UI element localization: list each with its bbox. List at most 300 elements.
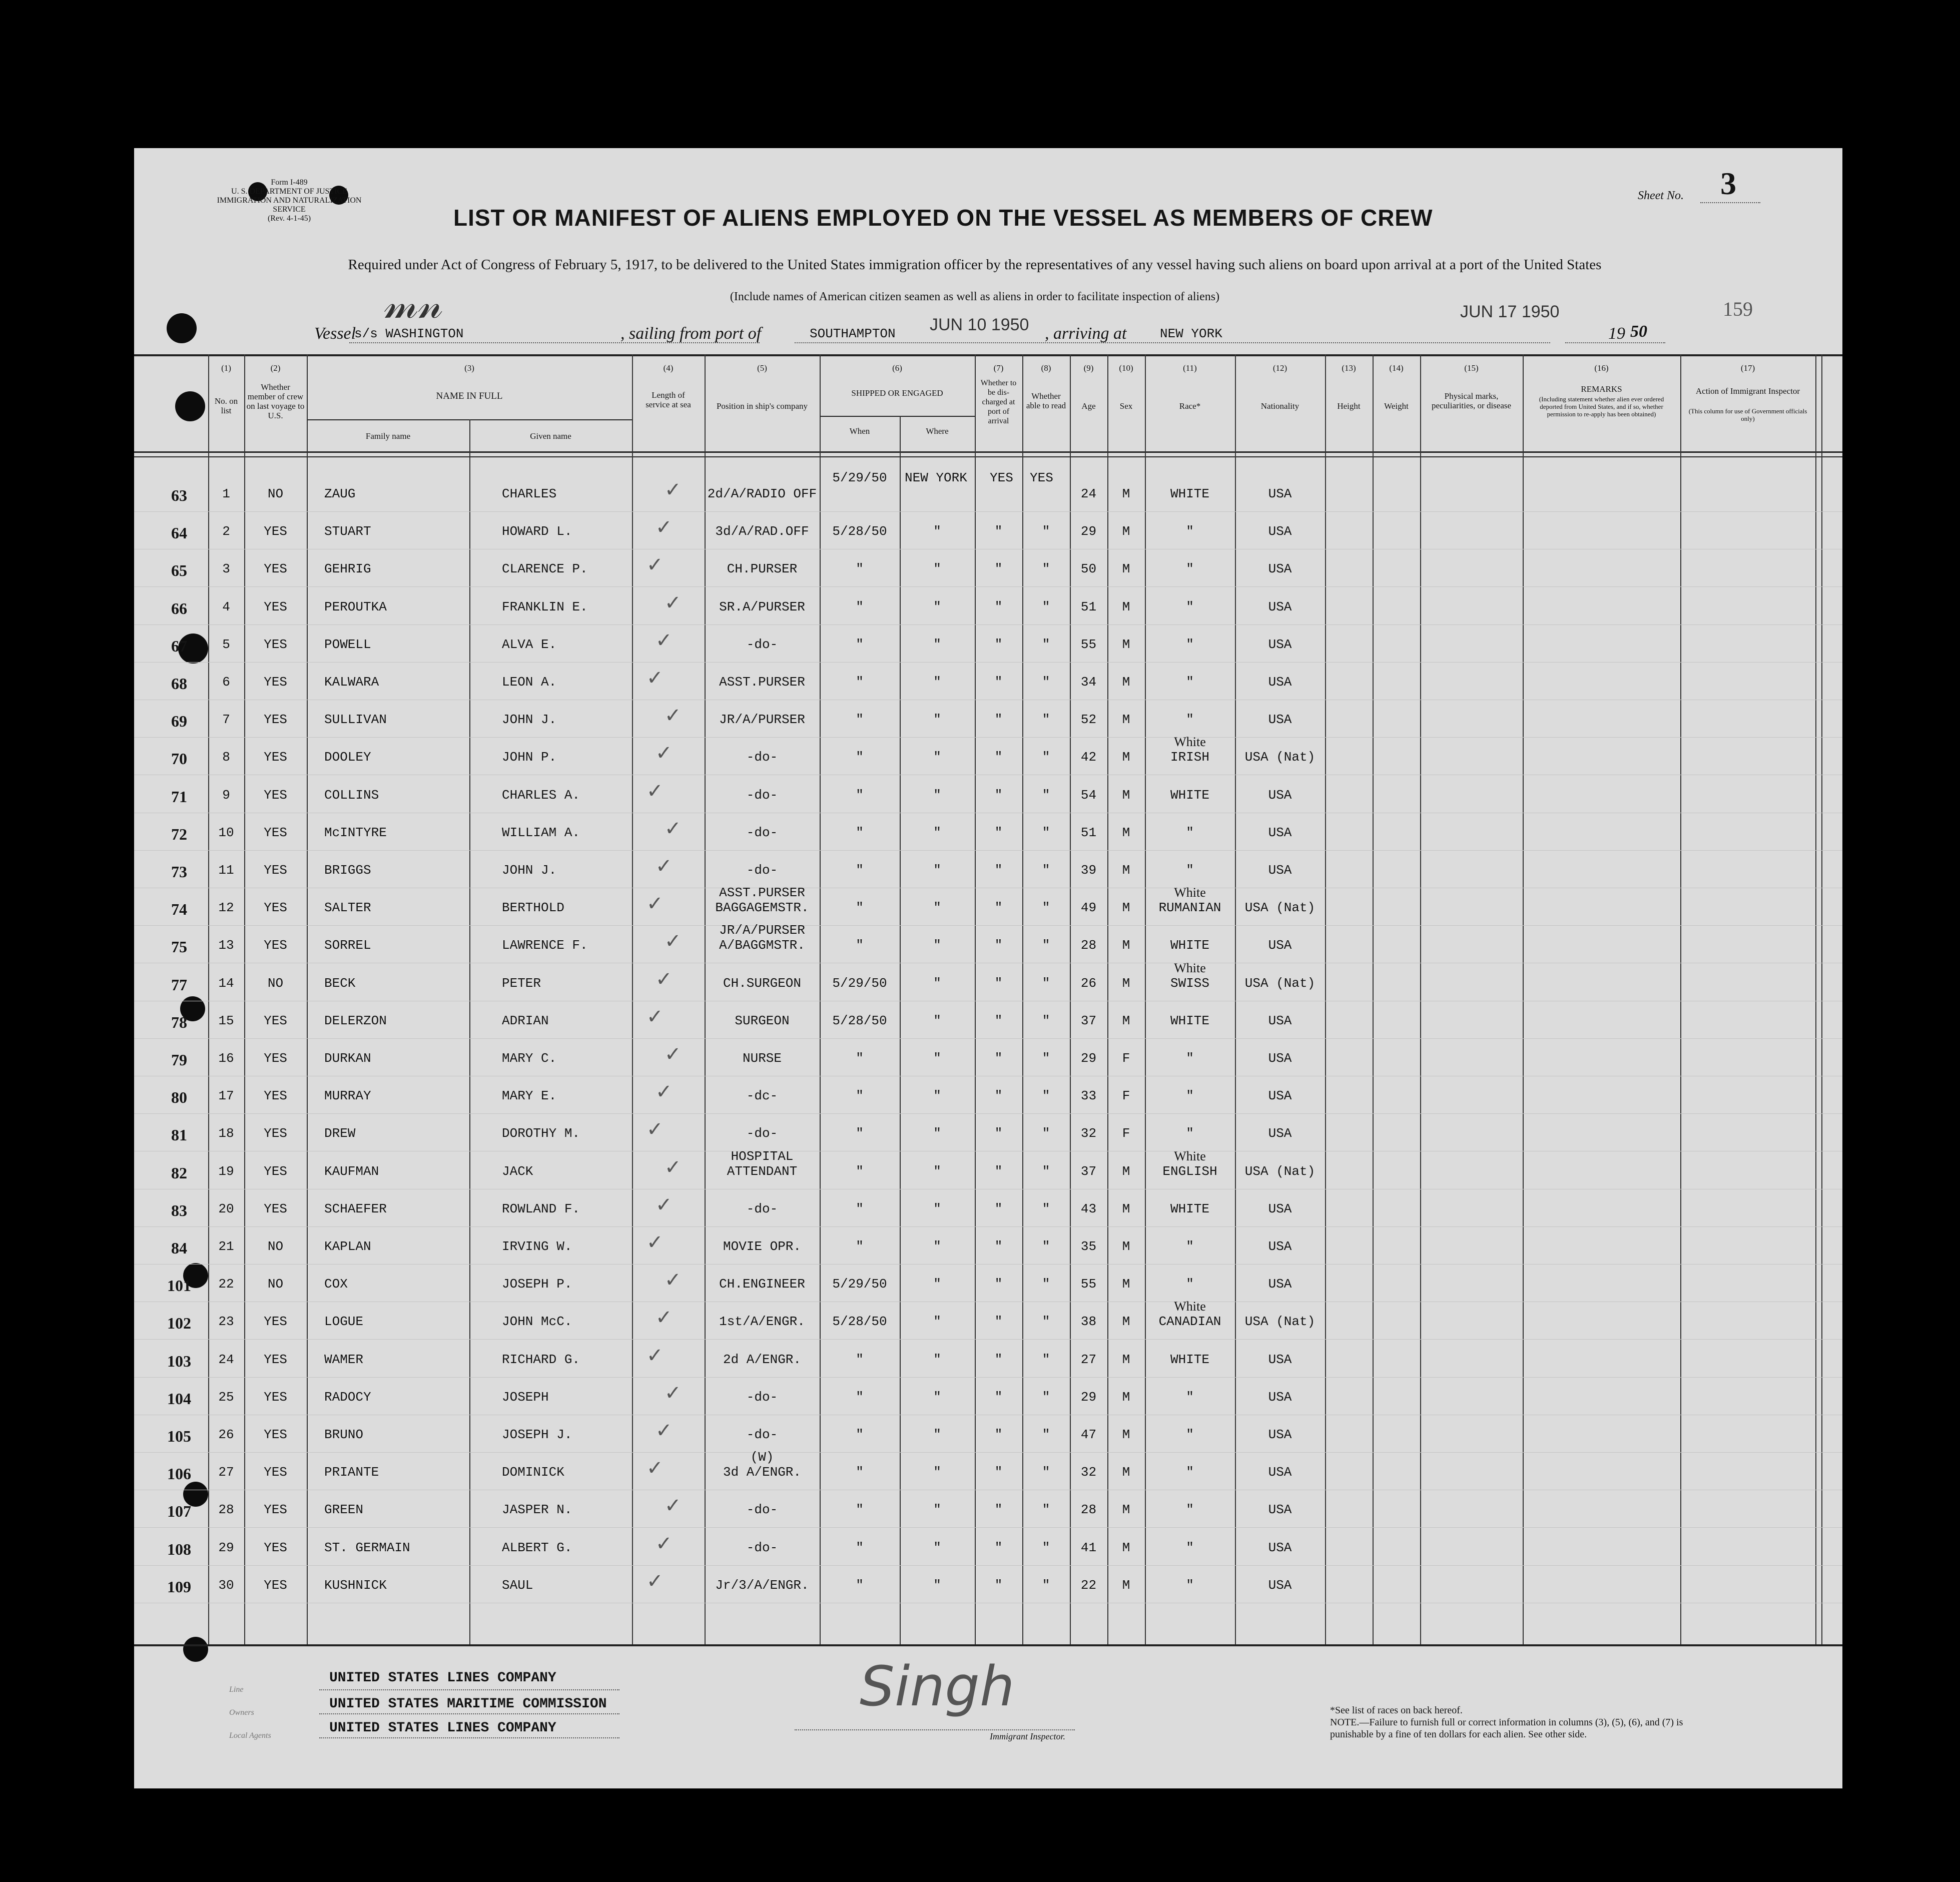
agents-label: Local Agents <box>229 1731 271 1740</box>
cell-age: 38 <box>1080 1314 1097 1329</box>
cell-margin: 108 <box>167 1540 191 1558</box>
cell-position: 1st/A/ENGR. <box>719 1314 805 1329</box>
cell-no: 15 <box>218 1013 234 1028</box>
cell-age: 54 <box>1080 788 1097 803</box>
cell-position: ATTENDANT <box>727 1164 798 1179</box>
col-rule <box>208 354 209 1644</box>
cell-when: " <box>856 1126 864 1141</box>
header-given-name: Given name <box>530 431 571 441</box>
row-rule <box>134 737 1842 738</box>
cell-race: SWISS <box>1170 976 1209 991</box>
cell-no: 13 <box>218 938 234 953</box>
cell-race: " <box>1186 637 1194 652</box>
cell-nat: USA <box>1268 637 1292 652</box>
cell-no: 12 <box>218 900 234 915</box>
cell-given: PETER <box>502 976 541 991</box>
cell-read: " <box>1042 788 1050 803</box>
cell-nat: USA <box>1268 788 1292 803</box>
cell-sex: F <box>1122 1088 1130 1103</box>
header-weight: Weight <box>1384 401 1409 411</box>
cell-no: 25 <box>218 1390 234 1405</box>
cell-member: YES <box>264 863 287 878</box>
cell-position: ASST.PURSER <box>719 675 805 690</box>
cell-when: " <box>856 938 864 953</box>
col-rule <box>1145 354 1146 1644</box>
cell-nat: USA <box>1268 486 1292 501</box>
cell-member: YES <box>264 1164 287 1179</box>
check-mark: ✓ <box>646 1457 664 1480</box>
cell-read: " <box>1042 1465 1050 1480</box>
check-mark: ✓ <box>665 704 682 727</box>
cell-nat: USA <box>1268 1126 1292 1141</box>
header-bottom-rule <box>134 451 1842 453</box>
shipped-split-rule <box>820 416 975 417</box>
cell-family: BECK <box>324 976 356 991</box>
cell-where: " <box>933 1126 941 1141</box>
cell-where: " <box>933 900 941 915</box>
cell-member: YES <box>264 1352 287 1367</box>
cell-age: 29 <box>1080 1051 1097 1066</box>
header-position: Position in ship's company <box>716 401 808 411</box>
check-mark: ✓ <box>656 855 673 878</box>
cell-where: " <box>933 1427 941 1442</box>
cell-when: 5/29/50 <box>832 1277 887 1292</box>
cell-when: " <box>856 561 864 576</box>
year-suffix: 50 <box>1630 322 1647 341</box>
cell-sex: M <box>1122 1201 1130 1216</box>
cell-where: " <box>933 750 941 765</box>
cell-margin: 106 <box>167 1465 191 1483</box>
cell-age: 34 <box>1080 675 1097 690</box>
cell-margin: 78 <box>171 1013 187 1031</box>
cell-family: POWELL <box>324 637 371 652</box>
cell-race: WHITE <box>1170 1201 1209 1216</box>
cell-read: " <box>1042 1201 1050 1216</box>
cell-position: 2d/A/RADIO OFF <box>707 486 817 501</box>
row-rule <box>134 1113 1842 1114</box>
cell-family: GREEN <box>324 1502 364 1517</box>
cell-nat: USA <box>1268 1427 1292 1442</box>
cell-where: " <box>933 712 941 727</box>
cell-sex: M <box>1122 524 1130 539</box>
cell-nat: USA (Nat) <box>1244 900 1316 915</box>
cell-margin: 104 <box>167 1390 191 1408</box>
col-number: (9) <box>1083 363 1094 373</box>
cell-read: " <box>1042 1578 1050 1593</box>
owners-value: UNITED STATES MARITIME COMMISSION <box>329 1696 607 1712</box>
cell-position: -do- <box>746 750 778 765</box>
cell-sex: M <box>1122 1502 1130 1517</box>
cell-sex: M <box>1122 1314 1130 1329</box>
col-number: (14) <box>1389 363 1404 373</box>
cell-read: " <box>1042 1277 1050 1292</box>
check-mark: ✓ <box>656 742 673 765</box>
cell-read: " <box>1042 976 1050 991</box>
cell-no: 1 <box>222 486 230 501</box>
cell-family: SORREL <box>324 938 371 953</box>
header-no-on-list: No. on list <box>214 396 238 415</box>
cell-position: SURGEON <box>735 1013 790 1028</box>
cell-age: 33 <box>1080 1088 1097 1103</box>
cell-sex: M <box>1122 1465 1130 1480</box>
check-mark: ✓ <box>665 1043 682 1066</box>
col-rule <box>1821 354 1822 1644</box>
cell-sex: M <box>1122 1239 1130 1254</box>
cell-member: YES <box>264 637 287 652</box>
cell-member: YES <box>264 1126 287 1141</box>
cell-family: STUART <box>324 524 371 539</box>
vessel-name: s/s WASHINGTON <box>354 326 464 341</box>
cell-age: 27 <box>1080 1352 1097 1367</box>
cell-position: -do- <box>746 788 778 803</box>
cell-nat: USA <box>1268 1540 1292 1555</box>
cell-dis: " <box>994 712 1003 727</box>
cell-family: KAPLAN <box>324 1239 371 1254</box>
cell-race: " <box>1186 1051 1194 1066</box>
check-mark: ✓ <box>646 1344 664 1367</box>
cell-dis: " <box>994 561 1003 576</box>
cell-position: -do- <box>746 1390 778 1405</box>
cell-position: JR/A/PURSER <box>719 712 805 727</box>
cell-when: 5/29/50 <box>832 976 887 991</box>
cell-member: YES <box>264 1578 287 1593</box>
cell-position: -do- <box>746 637 778 652</box>
cell-member: NO <box>267 976 284 991</box>
cell-age: 26 <box>1080 976 1097 991</box>
cell-nat: USA <box>1268 1051 1292 1066</box>
cell-family: DELERZON <box>324 1013 387 1028</box>
check-mark: ✓ <box>665 1494 682 1517</box>
cell-read: " <box>1042 1352 1050 1367</box>
cell-where: " <box>933 1465 941 1480</box>
cell-margin: 75 <box>171 938 187 956</box>
cell-sex: M <box>1122 976 1130 991</box>
cell-position: MOVIE OPR. <box>723 1239 802 1254</box>
cell-read: " <box>1042 1013 1050 1028</box>
header-height: Height <box>1337 401 1361 411</box>
cell-where: " <box>933 825 941 840</box>
check-mark: ✓ <box>646 780 664 803</box>
cell-age: 52 <box>1080 712 1097 727</box>
cell-read: " <box>1042 524 1050 539</box>
cell-no: 16 <box>218 1051 234 1066</box>
cell-when: " <box>856 788 864 803</box>
cell-no: 8 <box>222 750 230 765</box>
cell-read: " <box>1042 750 1050 765</box>
col-rule <box>1680 354 1681 1644</box>
cell-nat: USA <box>1268 1502 1292 1517</box>
cell-read: " <box>1042 1540 1050 1555</box>
sheet-underline <box>1700 202 1760 203</box>
header-where: Where <box>926 426 949 436</box>
cell-age: 50 <box>1080 561 1097 576</box>
cell-no: 30 <box>218 1578 234 1593</box>
col-number: (16) <box>1594 363 1609 373</box>
cell-where: " <box>933 524 941 539</box>
check-mark: ✓ <box>665 930 682 953</box>
col-number: (2) <box>270 363 281 373</box>
row1-able-read: YES <box>1030 470 1053 485</box>
cell-read: " <box>1042 1088 1050 1103</box>
cell-family: ZAUG <box>324 486 356 501</box>
cell-race: IRISH <box>1170 750 1209 765</box>
cell-position: -dc- <box>746 1088 778 1103</box>
cell-race: " <box>1186 1390 1194 1405</box>
cell-read: " <box>1042 1126 1050 1141</box>
cell-nat: USA <box>1268 1465 1292 1480</box>
cell-nat: USA <box>1268 712 1292 727</box>
form-revision: (Rev. 4-1-45) <box>267 214 311 223</box>
cell-nat: USA <box>1268 938 1292 953</box>
cell-when: " <box>856 637 864 652</box>
cell-dis: " <box>994 1314 1003 1329</box>
cell-margin: 103 <box>167 1352 191 1370</box>
cell-given: CHARLES <box>502 486 557 501</box>
cell-family: RADOCY <box>324 1390 371 1405</box>
check-mark: ✓ <box>656 1419 673 1442</box>
cell-no: 19 <box>218 1164 234 1179</box>
cell-margin: 81 <box>171 1126 187 1144</box>
check-mark: ✓ <box>665 591 682 614</box>
cell-dis: " <box>994 1013 1003 1028</box>
cell-where: " <box>933 938 941 953</box>
cell-race: " <box>1186 561 1194 576</box>
cell-given: JASPER N. <box>502 1502 572 1517</box>
cell-nat: USA <box>1268 1088 1292 1103</box>
cell-family: GEHRIG <box>324 561 371 576</box>
cell-no: 5 <box>222 637 230 652</box>
col-number: (13) <box>1342 363 1356 373</box>
cell-margin: 73 <box>171 863 187 881</box>
cell-no: 10 <box>218 825 234 840</box>
cell-family: LOGUE <box>324 1314 364 1329</box>
cell-sex: M <box>1122 712 1130 727</box>
cell-margin: 69 <box>171 712 187 730</box>
cell-given: JOHN J. <box>502 863 557 878</box>
cell-position: 2d A/ENGR. <box>723 1352 802 1367</box>
check-mark: ✓ <box>656 516 673 539</box>
cell-dis: " <box>994 675 1003 690</box>
cell-family: KAUFMAN <box>324 1164 379 1179</box>
col-rule <box>1815 354 1816 1644</box>
cell-read: " <box>1042 938 1050 953</box>
date-underline <box>1565 342 1665 343</box>
cell-race: WHITE <box>1170 938 1209 953</box>
cell-no: 29 <box>218 1540 234 1555</box>
cell-position: SR.A/PURSER <box>719 599 805 614</box>
cell-member: YES <box>264 1465 287 1480</box>
cell-sex: M <box>1122 825 1130 840</box>
header-action-sub: (This column for use of Government officials only) <box>1688 407 1807 422</box>
row1-where: NEW YORK <box>905 470 967 485</box>
cell-member: YES <box>264 561 287 576</box>
check-mark: ✓ <box>646 1231 664 1254</box>
cell-when: " <box>856 1201 864 1216</box>
cell-member: YES <box>264 900 287 915</box>
header-able-read: Whether able to read <box>1026 391 1066 410</box>
cell-age: 32 <box>1080 1465 1097 1480</box>
cell-when: 5/28/50 <box>832 1013 887 1028</box>
cell-age: 28 <box>1080 1502 1097 1517</box>
cell-read: " <box>1042 1502 1050 1517</box>
cell-no: 18 <box>218 1126 234 1141</box>
cell-where: " <box>933 637 941 652</box>
agents-value: UNITED STATES LINES COMPANY <box>329 1720 556 1736</box>
cell-member: YES <box>264 788 287 803</box>
cell-where: " <box>933 788 941 803</box>
cell-when: " <box>856 712 864 727</box>
cell-when: " <box>856 863 864 878</box>
line-underline <box>319 1689 619 1690</box>
col-number: (3) <box>464 363 474 373</box>
cell-age: 51 <box>1080 599 1097 614</box>
cell-dis: " <box>994 938 1003 953</box>
cell-when: " <box>856 1051 864 1066</box>
cell-dis: " <box>994 1390 1003 1405</box>
cell-margin: 83 <box>171 1201 187 1219</box>
cell-no: 23 <box>218 1314 234 1329</box>
sheet-number: 3 <box>1720 166 1736 201</box>
cell-where: " <box>933 1578 941 1593</box>
cell-age: 24 <box>1080 486 1097 501</box>
row-rule <box>134 925 1842 926</box>
cell-when: " <box>856 825 864 840</box>
cell-no: 28 <box>218 1502 234 1517</box>
cell-position: -do- <box>746 1126 778 1141</box>
cell-when: " <box>856 1465 864 1480</box>
cell-member: NO <box>267 486 284 501</box>
col-rule <box>469 419 470 1644</box>
cell-sex: M <box>1122 486 1130 501</box>
cell-member: YES <box>264 1088 287 1103</box>
cell-race: " <box>1186 1578 1194 1593</box>
cell-dis: " <box>994 524 1003 539</box>
header-nationality: Nationality <box>1260 401 1299 411</box>
cell-dis: " <box>994 1164 1003 1179</box>
header-bottom-rule-2 <box>134 456 1842 457</box>
cell-sex: F <box>1122 1126 1130 1141</box>
cell-given: SAUL <box>502 1578 533 1593</box>
cell-family: BRUNO <box>324 1427 364 1442</box>
header-family-name: Family name <box>365 431 411 441</box>
cell-family: WAMER <box>324 1352 364 1367</box>
cell-read: " <box>1042 712 1050 727</box>
agents-underline <box>319 1737 619 1738</box>
cell-nat: USA <box>1268 1352 1292 1367</box>
cell-read: " <box>1042 675 1050 690</box>
cell-no: 4 <box>222 599 230 614</box>
cell-given: JACK <box>502 1164 533 1179</box>
cell-read: " <box>1042 863 1050 878</box>
cell-where: " <box>933 976 941 991</box>
col-number: (17) <box>1740 363 1755 373</box>
cell-age: 29 <box>1080 524 1097 539</box>
cell-margin: 70 <box>171 750 187 768</box>
check-mark: ✓ <box>656 1080 673 1103</box>
cell-race-note: White <box>1174 1149 1206 1163</box>
cell-nat: USA (Nat) <box>1244 750 1316 765</box>
cell-where: " <box>933 1540 941 1555</box>
cell-race: " <box>1186 1088 1194 1103</box>
header-whether-member: Whether member of crew on last voyage to U.S. <box>246 382 305 420</box>
cell-dis: " <box>994 1352 1003 1367</box>
cell-margin: 102 <box>167 1314 191 1332</box>
check-mark: ✓ <box>665 1269 682 1292</box>
cell-dis: " <box>994 1239 1003 1254</box>
cell-race: WHITE <box>1170 486 1209 501</box>
cell-given: ALBERT G. <box>502 1540 572 1555</box>
arriving-label: , arriving at <box>1045 324 1127 343</box>
cell-dis: " <box>994 637 1003 652</box>
cell-age: 35 <box>1080 1239 1097 1254</box>
row-rule <box>134 1226 1842 1227</box>
check-mark: ✓ <box>646 1570 664 1593</box>
cell-member: NO <box>267 1239 284 1254</box>
cell-position: -do- <box>746 1427 778 1442</box>
cell-age: 43 <box>1080 1201 1097 1216</box>
cell-sex: M <box>1122 1277 1130 1292</box>
cell-age: 29 <box>1080 1390 1097 1405</box>
cell-margin: 65 <box>171 561 187 579</box>
cell-where: " <box>933 675 941 690</box>
col-number: (12) <box>1272 363 1287 373</box>
row-rule <box>134 511 1842 512</box>
row-rule <box>134 624 1842 625</box>
row-rule <box>134 1527 1842 1528</box>
cell-where: " <box>933 599 941 614</box>
cell-sex: M <box>1122 1540 1130 1555</box>
col-number: (5) <box>757 363 767 373</box>
sailing-port: SOUTHAMPTON <box>810 326 896 341</box>
cell-age: 28 <box>1080 938 1097 953</box>
cell-dis: " <box>994 1540 1003 1555</box>
cell-given: JOHN P. <box>502 750 557 765</box>
cell-position: -do- <box>746 1502 778 1517</box>
penalty-note: NOTE.—Failure to furnish full or correct information in columns (3), (5), (6), and (7) is punishable by a fine of ten dollars for each alien. See other side. <box>1330 1717 1683 1740</box>
cell-when: " <box>856 1352 864 1367</box>
cell-nat: USA <box>1268 1013 1292 1028</box>
cell-given: CHARLES A. <box>502 788 580 803</box>
vessel-label: Vessel <box>314 324 356 343</box>
col-number: (1) <box>221 363 231 373</box>
cell-race: ENGLISH <box>1162 1164 1217 1179</box>
cell-where: " <box>933 1088 941 1103</box>
cell-when: " <box>856 900 864 915</box>
cell-given: JOSEPH J. <box>502 1427 572 1442</box>
cell-when: 5/28/50 <box>832 524 887 539</box>
cell-sex: M <box>1122 1390 1130 1405</box>
row-rule <box>134 1377 1842 1378</box>
cell-no: 27 <box>218 1465 234 1480</box>
col-rule <box>244 354 245 1644</box>
cell-margin: 101 <box>167 1277 191 1295</box>
check-mark: ✓ <box>665 1156 682 1179</box>
cell-dis: " <box>994 599 1003 614</box>
cell-no: 22 <box>218 1277 234 1292</box>
cell-sex: F <box>1122 1051 1130 1066</box>
cell-family: PRIANTE <box>324 1465 379 1480</box>
check-mark: ✓ <box>656 1193 673 1216</box>
cell-when: " <box>856 1427 864 1442</box>
cell-no: 2 <box>222 524 230 539</box>
cell-member: YES <box>264 1540 287 1555</box>
document-title: LIST OR MANIFEST OF ALIENS EMPLOYED ON THE VESSEL AS MEMBERS OF CREW <box>453 205 1433 231</box>
cell-position-top: JR/A/PURSER <box>719 923 805 938</box>
cell-dis: " <box>994 1088 1003 1103</box>
cell-where: " <box>933 1013 941 1028</box>
cell-given: WILLIAM A. <box>502 825 580 840</box>
cell-given: HOWARD L. <box>502 524 572 539</box>
